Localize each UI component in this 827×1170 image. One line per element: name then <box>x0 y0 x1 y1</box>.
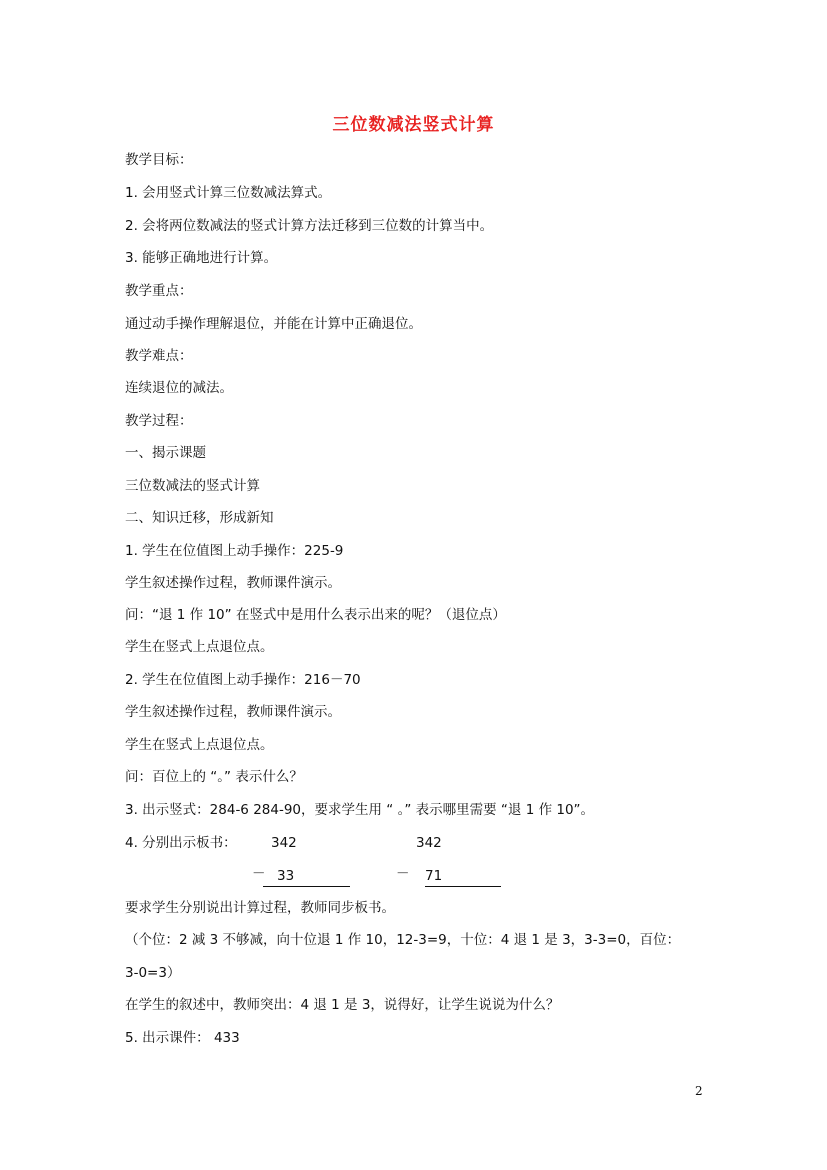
activity-1-narration: 学生叙述操作过程，教师课件演示。 <box>125 575 341 591</box>
explanation-detail: （个位：2 减 3 不够减，向十位退 1 作 10，12-3=9，十位：4 退 1 是 3，3-3=0，百位： <box>125 932 681 948</box>
activity-2: 2. 学生在位值图上动手操作：216－70 <box>125 672 361 688</box>
activity-3: 3. 出示竖式：284-6 284-90，要求学生用 “ 。” 表示哪里需要 “退 1 作 10”。 <box>125 802 595 818</box>
process-step-1-heading: 一、揭示课题 <box>125 445 206 461</box>
activity-2-narration: 学生叙述操作过程，教师课件演示。 <box>125 704 341 720</box>
board-right-rule <box>425 886 501 887</box>
section-heading-difficulties: 教学难点： <box>125 348 193 364</box>
goal-item-3: 3. 能够正确地进行计算。 <box>125 250 278 266</box>
board-left-subtrahend: 33 <box>277 868 295 884</box>
board-left-minus-sign: － <box>252 866 266 882</box>
activity-1: 1. 学生在位值图上动手操作：225-9 <box>125 543 344 559</box>
board-left-minuend: 342 <box>271 835 297 851</box>
teacher-emphasis: 在学生的叙述中，教师突出：4 退 1 是 3，说得好，让学生说说为什么？ <box>125 997 560 1013</box>
goal-item-1: 1. 会用竖式计算三位数减法算式。 <box>125 185 332 201</box>
difficulties-text: 连续退位的减法。 <box>125 380 233 396</box>
board-label: 4. 分别出示板书： <box>125 835 237 851</box>
explanation-detail-cont: 3-0=3） <box>125 965 181 981</box>
board-right-subtrahend: 71 <box>425 868 443 884</box>
section-heading-goals: 教学目标： <box>125 152 193 168</box>
board-right-minuend: 342 <box>416 835 442 851</box>
key-points-text: 通过动手操作理解退位，并能在计算中正确退位。 <box>125 316 422 332</box>
activity-1-question: 问：“退 1 作 10” 在竖式中是用什么表示出来的呢？（退位点） <box>125 607 506 623</box>
activity-5: 5. 出示课件： 433 <box>125 1030 240 1046</box>
goal-item-2: 2. 会将两位数减法的竖式计算方法迁移到三位数的计算当中。 <box>125 218 494 234</box>
activity-2-question: 问：百位上的 “。” 表示什么？ <box>125 769 303 785</box>
process-step-1-text: 三位数减法的竖式计算 <box>125 478 260 494</box>
process-step-2-heading: 二、知识迁移，形成新知 <box>125 510 274 526</box>
document-title: 三位数减法竖式计算 <box>332 115 495 135</box>
board-left-rule <box>263 886 350 887</box>
page-number: 2 <box>695 1084 703 1098</box>
section-heading-process: 教学过程： <box>125 413 193 429</box>
activity-1-marking: 学生在竖式上点退位点。 <box>125 639 274 655</box>
board-right-minus-sign: － <box>396 866 410 882</box>
explanation-instruction: 要求学生分别说出计算过程，教师同步板书。 <box>125 900 395 916</box>
section-heading-key-points: 教学重点： <box>125 283 193 299</box>
activity-2-marking: 学生在竖式上点退位点。 <box>125 737 274 753</box>
